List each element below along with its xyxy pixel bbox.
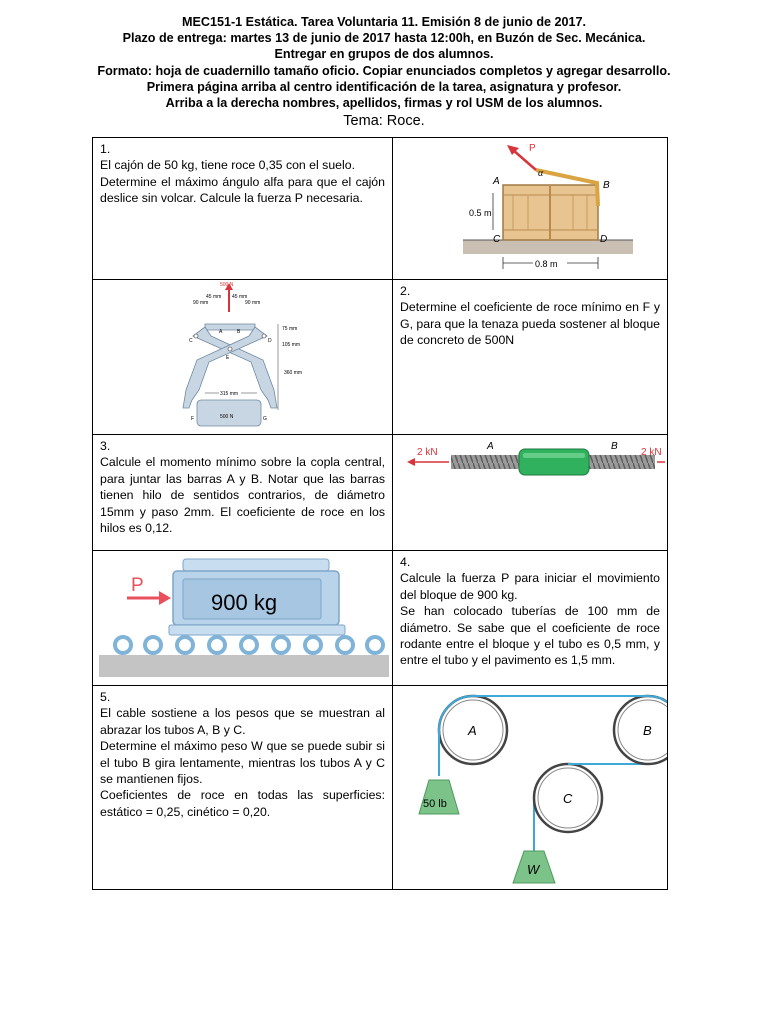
concrete-block xyxy=(197,400,261,426)
label-load: 500 N xyxy=(220,282,234,288)
problem-number: 5. xyxy=(100,690,111,704)
problem-2-figure xyxy=(93,280,393,435)
label-90-right: 90 mm xyxy=(245,300,261,306)
label-315mm: 315 mm xyxy=(220,391,239,397)
label-D: D xyxy=(268,338,272,344)
label-360mm: 360 mm xyxy=(284,370,303,376)
label-alpha: α xyxy=(538,168,544,179)
rod-A xyxy=(451,455,529,469)
problem-statement: Coeficientes de roce en todas las superficies: estático = 0,25, cinético = 0,20. xyxy=(100,788,385,819)
label-left-force: 2 kN xyxy=(417,447,438,458)
problem-number: 2. xyxy=(400,284,411,298)
label-C: C xyxy=(189,338,193,344)
ground xyxy=(463,240,633,254)
problem-row-2 xyxy=(93,280,668,435)
label-F: F xyxy=(191,416,195,422)
problem-statement: Se han colocado tuberías de 100 mm de diámetro. Se sabe que el coeficiente de roce rodante entre el bloque y el tubo es 0,5 mm, y entre el tubo y el pavimento es 1,5 mm. xyxy=(400,604,660,668)
header-line-2: Plazo de entrega: martes 13 de junio de 2017 hasta 12:00h, en Buzón de Sec. Mecánica. xyxy=(122,31,646,46)
label-width: 0.8 m xyxy=(535,259,558,269)
label-P: P xyxy=(529,143,536,154)
problem-4-text xyxy=(393,551,668,686)
label-90-left: 90 mm xyxy=(193,300,209,306)
problem-statement: El cable sostiene a los pesos que se muestran al abrazar los tubos A, B y C. xyxy=(100,706,385,737)
label-W: W xyxy=(527,862,540,877)
label-weight: 50 lb xyxy=(423,798,447,810)
label-right-force: 2 kN xyxy=(641,447,662,458)
label-C: C xyxy=(493,234,501,245)
problem-3-text xyxy=(93,435,393,551)
problem-1-text xyxy=(93,138,393,280)
label-D: D xyxy=(600,234,608,245)
label-A: A xyxy=(468,723,477,738)
problem-1-figure xyxy=(393,138,668,280)
header-line-3: Entregar en grupos de dos alumnos. xyxy=(274,47,494,62)
label-B: B xyxy=(611,441,618,452)
label-A: A xyxy=(219,329,223,335)
problem-5-text xyxy=(93,686,393,890)
problem-2-text xyxy=(393,280,668,435)
problem-3-figure xyxy=(393,435,668,551)
problem-row-3 xyxy=(93,435,668,551)
problem-statement: Calcule la fuerza P para iniciar el movimiento del bloque de 900 kg. xyxy=(400,571,660,602)
problem-statement: Calcule el momento mínimo sobre la copla central, para juntar las barras A y B. Notar que las barras tienen hilo de sentidos contrarios, de diámetro 15mm y paso 2mm. El coeficiente de roce en los hilos es 0,12. xyxy=(100,455,385,536)
label-B: B xyxy=(603,180,610,191)
problem-number: 1. xyxy=(100,142,111,156)
label-C: C xyxy=(563,791,573,806)
problem-row-1 xyxy=(93,138,668,280)
label-A: A xyxy=(487,441,494,452)
pipe-B xyxy=(614,696,668,764)
document-header xyxy=(0,14,768,130)
label-B: B xyxy=(237,329,241,335)
label-height: 0.5 m xyxy=(469,208,492,218)
header-line-4: Formato: hoja de cuadernillo tamaño oficio. Copiar enunciados completos y agregar desarrollo. xyxy=(97,63,671,78)
tongs-diagram xyxy=(93,280,393,434)
header-line-6: Arriba a la derecha nombres, apellidos, firmas y rol USM de los alumnos. xyxy=(165,96,603,111)
label-A: A xyxy=(493,176,500,187)
problem-4-figure xyxy=(93,551,393,686)
threaded-rod-diagram xyxy=(393,435,668,550)
label-mass: 900 kg xyxy=(211,590,278,615)
coupling xyxy=(519,449,589,475)
label-G: G xyxy=(263,416,267,422)
label-E: E xyxy=(226,355,230,361)
label-105mm: 105 mm xyxy=(282,342,301,348)
problem-row-4 xyxy=(93,551,668,686)
problem-number: 4. xyxy=(400,555,411,569)
problem-statement: Determine el coeficiente de roce mínimo en F y G, para que la tenaza pueda sostener al bloque de concreto de 500N xyxy=(400,300,660,348)
label-45-right: 45 mm xyxy=(232,294,248,300)
problem-statement: Determine el máximo ángulo alfa para que el cajón deslice sin volcar. Calcule la fuerza P necesaria. xyxy=(100,174,385,206)
label-block: 500 N xyxy=(220,414,234,420)
cable-pipes-diagram xyxy=(393,686,668,889)
block-on-rollers-diagram xyxy=(93,551,393,685)
problem-statement: Determine el máximo peso W que se puede subir si el tubo B gira lentamente, mientras los tubos A y C se mantienen fijos. xyxy=(100,739,385,787)
label-P: P xyxy=(131,575,144,596)
label-B: B xyxy=(643,723,652,738)
crate-diagram xyxy=(393,138,668,279)
label-45-left: 45 mm xyxy=(206,294,222,300)
problem-number: 3. xyxy=(100,439,111,453)
topic-title: Tema: Roce. xyxy=(343,113,425,130)
header-line-1: MEC151-1 Estática. Tarea Voluntaria 11. Emisión 8 de junio de 2017. xyxy=(181,15,587,29)
pipe-rollers xyxy=(115,637,383,653)
problem-5-figure xyxy=(393,686,668,890)
problem-statement: El cajón de 50 kg, tiene roce 0,35 con el suelo. xyxy=(100,158,355,173)
problem-row-5 xyxy=(93,686,668,890)
header-line-5: Primera página arriba al centro identificación de la tarea, asignatura y profesor. xyxy=(146,79,622,94)
problems-table xyxy=(92,137,668,890)
pavement xyxy=(99,655,389,677)
label-75mm: 75 mm xyxy=(282,326,298,332)
